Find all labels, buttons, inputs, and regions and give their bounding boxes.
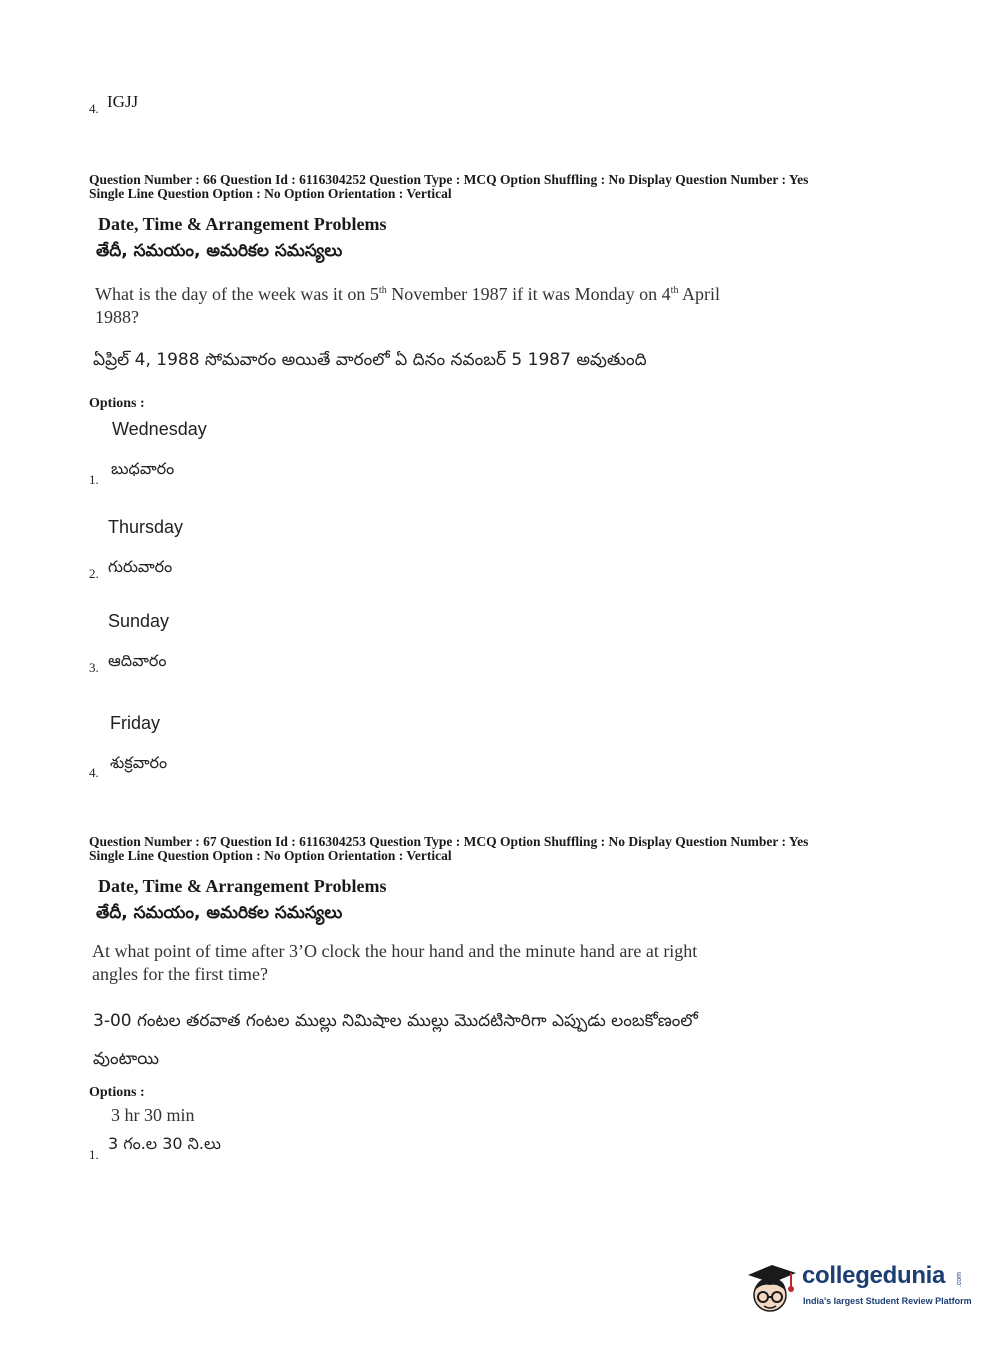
question-text (95, 279, 720, 329)
section-title-en: Date, Time & Arrangement Problems (98, 876, 387, 896)
option-text-en: Wednesday (112, 419, 207, 439)
brand-tagline: India's largest Student Review Platform (803, 1296, 972, 1306)
option-text-en: Friday (110, 713, 161, 733)
option-number: 2. (89, 566, 99, 581)
question-meta-line1: Question Number : 66 Question Id : 6116304252 Question Type : MCQ Option Shuffling : No Display Question Number : Yes (89, 172, 809, 187)
question-text-part: At what point of time after 3’O clock the hour hand and the minute hand are at right (92, 941, 698, 961)
option-text-te: ఆదివారం (108, 651, 167, 670)
question-text (92, 940, 697, 986)
option-text-te: బుధవారం (111, 459, 175, 478)
question-meta-line1: Question Number : 67 Question Id : 6116304253 Question Type : MCQ Option Shuffling : No Display Question Number : Yes (89, 834, 809, 849)
question-meta-line2: Single Line Question Option : No Option Orientation : Vertical (89, 186, 452, 201)
option-number: 3. (89, 660, 99, 675)
option-number: 1. (89, 1147, 99, 1162)
question-text-part: November 1987 if it was Monday on 4 (386, 284, 671, 304)
mascot-logo-icon (742, 1247, 802, 1317)
option-text-en: 3 hr 30 min (111, 1105, 195, 1125)
question-meta-line2: Single Line Question Option : No Option Orientation : Vertical (89, 848, 452, 863)
option-number: 4. (89, 101, 99, 116)
superscript: th (378, 285, 387, 296)
option-number: 4. (89, 765, 99, 780)
question-text-part: angles for the first time? (92, 964, 268, 984)
section-title-te: తేదీ, సమయం, అమరికల సమస్యలు (96, 903, 343, 923)
option-text-te: శుక్రవారం (110, 753, 168, 772)
option-text-en: Thursday (108, 517, 184, 537)
option-number: 1. (89, 472, 99, 487)
question-text-part: 1988? (95, 307, 139, 327)
question-text-part: April (678, 284, 720, 304)
question-text-te: 3-00 గంటల తరవాత గంటల ముల్లు నిమిషాల ముల్లు మొదటిసారిగా ఎప్పుడు లంబకోణంలో (93, 1011, 698, 1031)
superscript: th (670, 285, 679, 296)
option-text-en: Sunday (108, 611, 170, 631)
question-text-te: ఏప్రిల్ 4, 1988 సోమవారం అయితే వారంలో ఏ దినం నవంబర్ 5 1987 అవుతుంది (93, 350, 647, 370)
option-text-te: గురువారం (108, 557, 173, 576)
options-label: Options : (89, 1085, 145, 1100)
option-text-te: 3 గం.ల 30 ని.లు (108, 1134, 221, 1153)
section-title-en: Date, Time & Arrangement Problems (98, 214, 387, 234)
brand-name: collegedunia (802, 1262, 946, 1289)
section-title-te: తేదీ, సమయం, అమరికల సమస్యలు (96, 241, 343, 261)
brand-domain: .com (956, 1272, 963, 1288)
option-text: IGJJ (107, 92, 139, 111)
question-text-part: What is the day of the week was it on 5 (95, 284, 379, 304)
options-label: Options : (89, 396, 145, 411)
question-text-te: వుంటాయి (93, 1049, 160, 1069)
